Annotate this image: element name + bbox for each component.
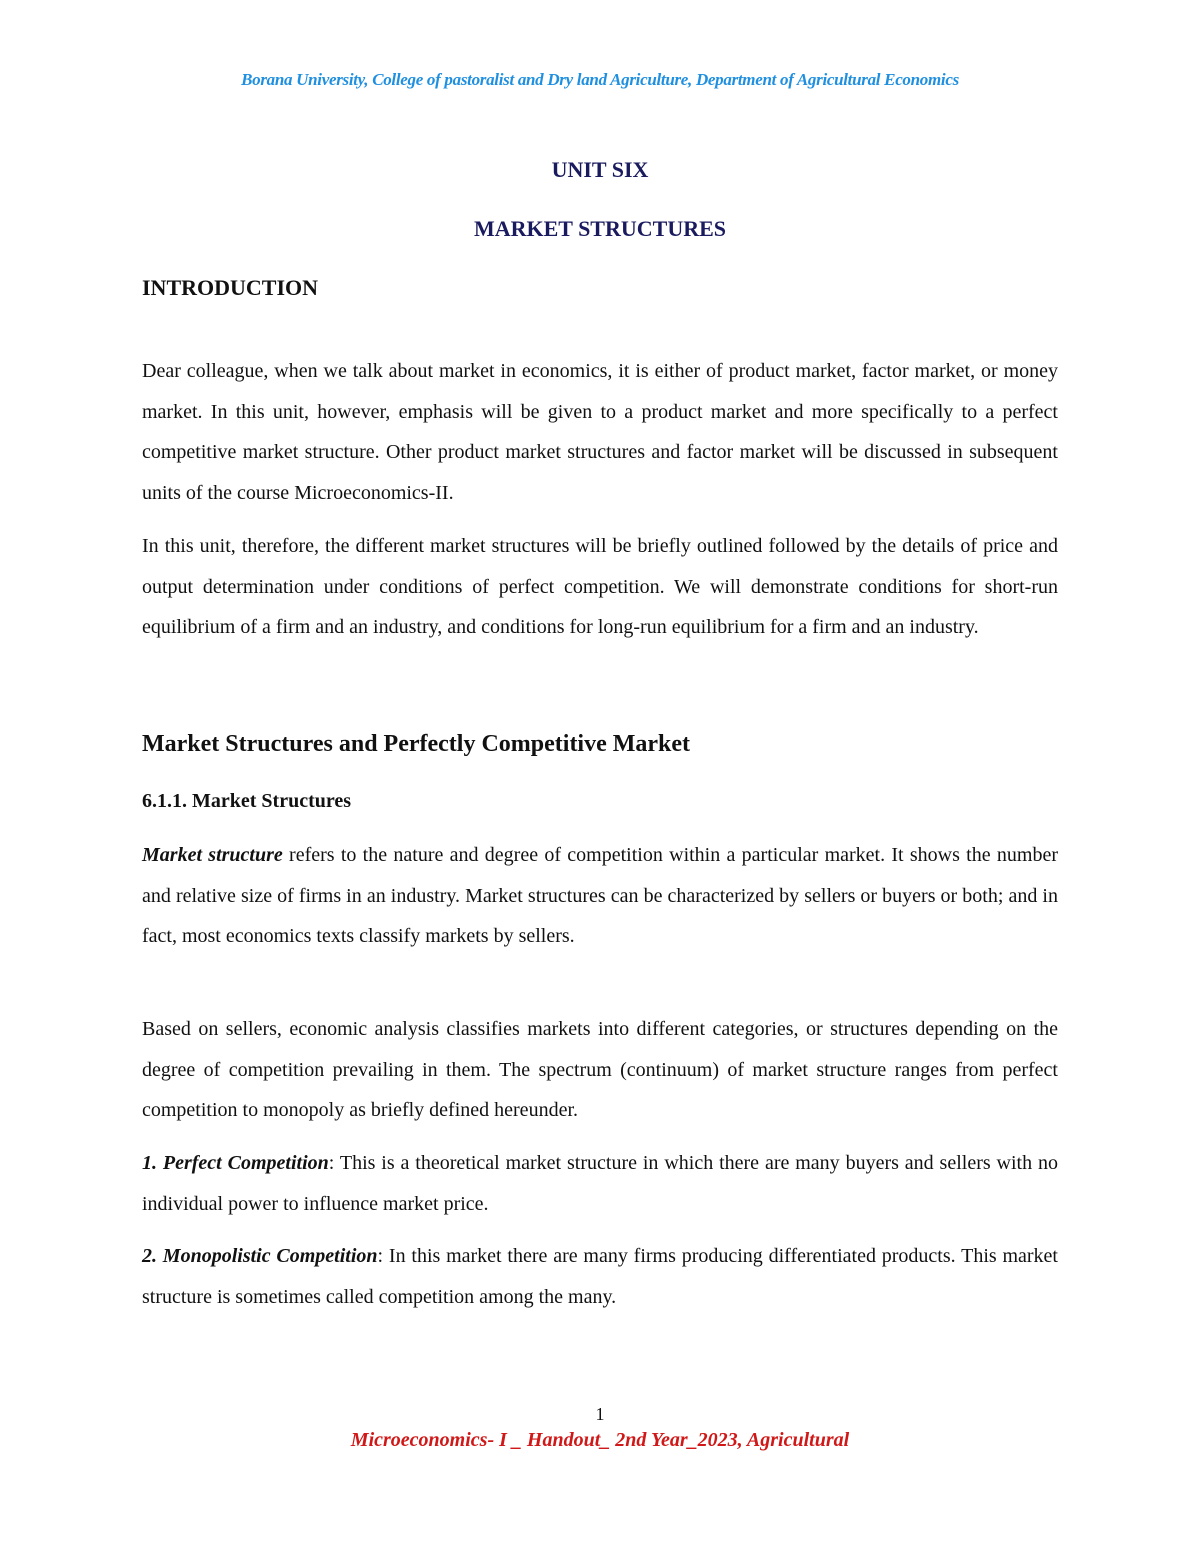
page-number: 1 xyxy=(595,1404,605,1424)
section-heading: Market Structures and Perfectly Competitive Market xyxy=(142,731,691,757)
definition-paragraph xyxy=(142,835,1058,957)
intro-paragraph-2: In this unit, therefore, the different market structures will be briefly outlined followed by the details of price and output determination under conditions of perfect competition. We will demonstrate conditions for short-run equilibrium of a firm and an industry, and conditions for long-run equilibrium for a firm and an industry. xyxy=(142,535,1058,638)
subsection-heading: 6.1.1. Market Structures xyxy=(142,790,352,812)
unit-subtitle: MARKET STRUCTURES xyxy=(473,216,727,241)
list-item-text: : This is a theoretical market structure in which there are many buyers and sellers with no individual power to influence market price. xyxy=(142,1152,1058,1215)
page-header: Borana University, College of pastoralist and Dry land Agriculture, Department of Agricultural Economics xyxy=(241,70,959,89)
introduction-heading: INTRODUCTION xyxy=(142,275,319,300)
intro-paragraph-1: Dear colleague, when we talk about market in economics, it is either of product market, factor market, or money market. In this unit, however, emphasis will be given to a product market and more specifically to a perfect competitive market structure. Other product market structures and factor market will be discussed in subsequent units of the course Microeconomics-II. xyxy=(142,360,1058,504)
definition-text: refers to the nature and degree of competition within a particular market. It shows the number and relative size of firms in an industry. Market structures can be characterized by sellers or buyers or both; and in fact, most economics texts classify markets by sellers. xyxy=(142,844,1058,947)
list-item-term: 1. Perfect Competition xyxy=(142,1152,329,1174)
list-item-term: 2. Monopolistic Competition xyxy=(142,1245,378,1267)
page-footer: Microeconomics- I _ Handout_ 2nd Year_2023, Agricultural xyxy=(350,1429,850,1451)
unit-title: UNIT SIX xyxy=(551,157,649,182)
classification-paragraph: Based on sellers, economic analysis classifies markets into different categories, or structures depending on the degree of competition prevailing in them. The spectrum (continuum) of market structure ranges from perfect competition to monopoly as briefly defined hereunder. xyxy=(142,1018,1058,1121)
list-item-perfect-competition xyxy=(142,1143,1058,1224)
definition-term: Market structure xyxy=(142,844,283,866)
list-item-text: : In this market there are many firms producing differentiated products. This market structure is sometimes called competition among the many. xyxy=(142,1245,1058,1308)
list-item-monopolistic-competition xyxy=(142,1236,1058,1317)
